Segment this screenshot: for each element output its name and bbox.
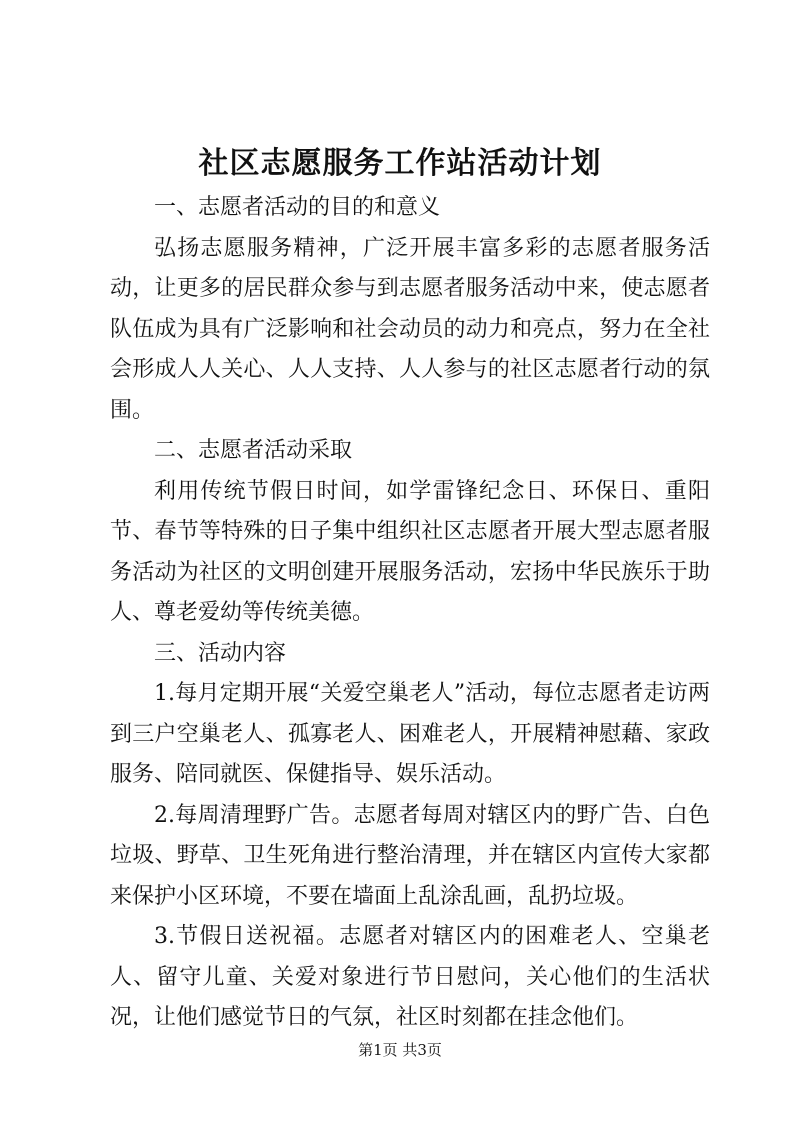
paragraph-item-3: 3.节假日送祝福。志愿者对辖区内的困难老人、空巢老人、留守儿童、关爱对象进行节日慰问，关心他们的生活状况，让他们感觉节日的气氛，社区时刻都在挂念他们。 [110, 924, 710, 1030]
paragraph-item-2: 2.每周清理野广告。志愿者每周对辖区内的野广告、白色垃圾、野草、卫生死角进行整治清理，并在辖区内宣传大家都来保护小区环境，不要在墙面上乱涂乱画，乱扔垃圾。 [110, 802, 710, 909]
section-heading-approach: 二、志愿者活动采取 [154, 438, 353, 463]
section-heading-purpose: 一、志愿者活动的目的和意义 [154, 195, 441, 220]
page-footer: 第1页 共3页 [358, 1041, 442, 1059]
section-heading-content: 三、活动内容 [154, 640, 287, 666]
document-title: 社区志愿服务工作站活动计划 [198, 146, 602, 181]
paragraph-item-1: 1.每月定期开展“关爱空巢老人”活动，每位志愿者走访两到三户空巢老人、孤寡老人、困难老人，开展精神慰藉、家政服务、陪同就医、保健指导、娱乐活动。 [110, 681, 710, 787]
document-body [110, 188, 710, 1039]
paragraph-purpose: 弘扬志愿服务精神，广泛开展丰富多彩的志愿者服务活动，让更多的居民群众参与到志愿者服务活动中来，使志愿者队伍成为具有广泛影响和社会动员的动力和亮点，努力在全社会形成人人关心、人人支持、人人参与的社区志愿者行动的氛围。 [110, 235, 710, 423]
paragraph-approach: 利用传统节假日时间，如学雷锋纪念日、环保日、重阳节、春节等特殊的日子集中组织社区志愿者开展大型志愿者服务活动为社区的文明创建开展服务活动，宏扬中华民族乐于助人、尊老爱幼等传统美德。 [110, 478, 710, 625]
